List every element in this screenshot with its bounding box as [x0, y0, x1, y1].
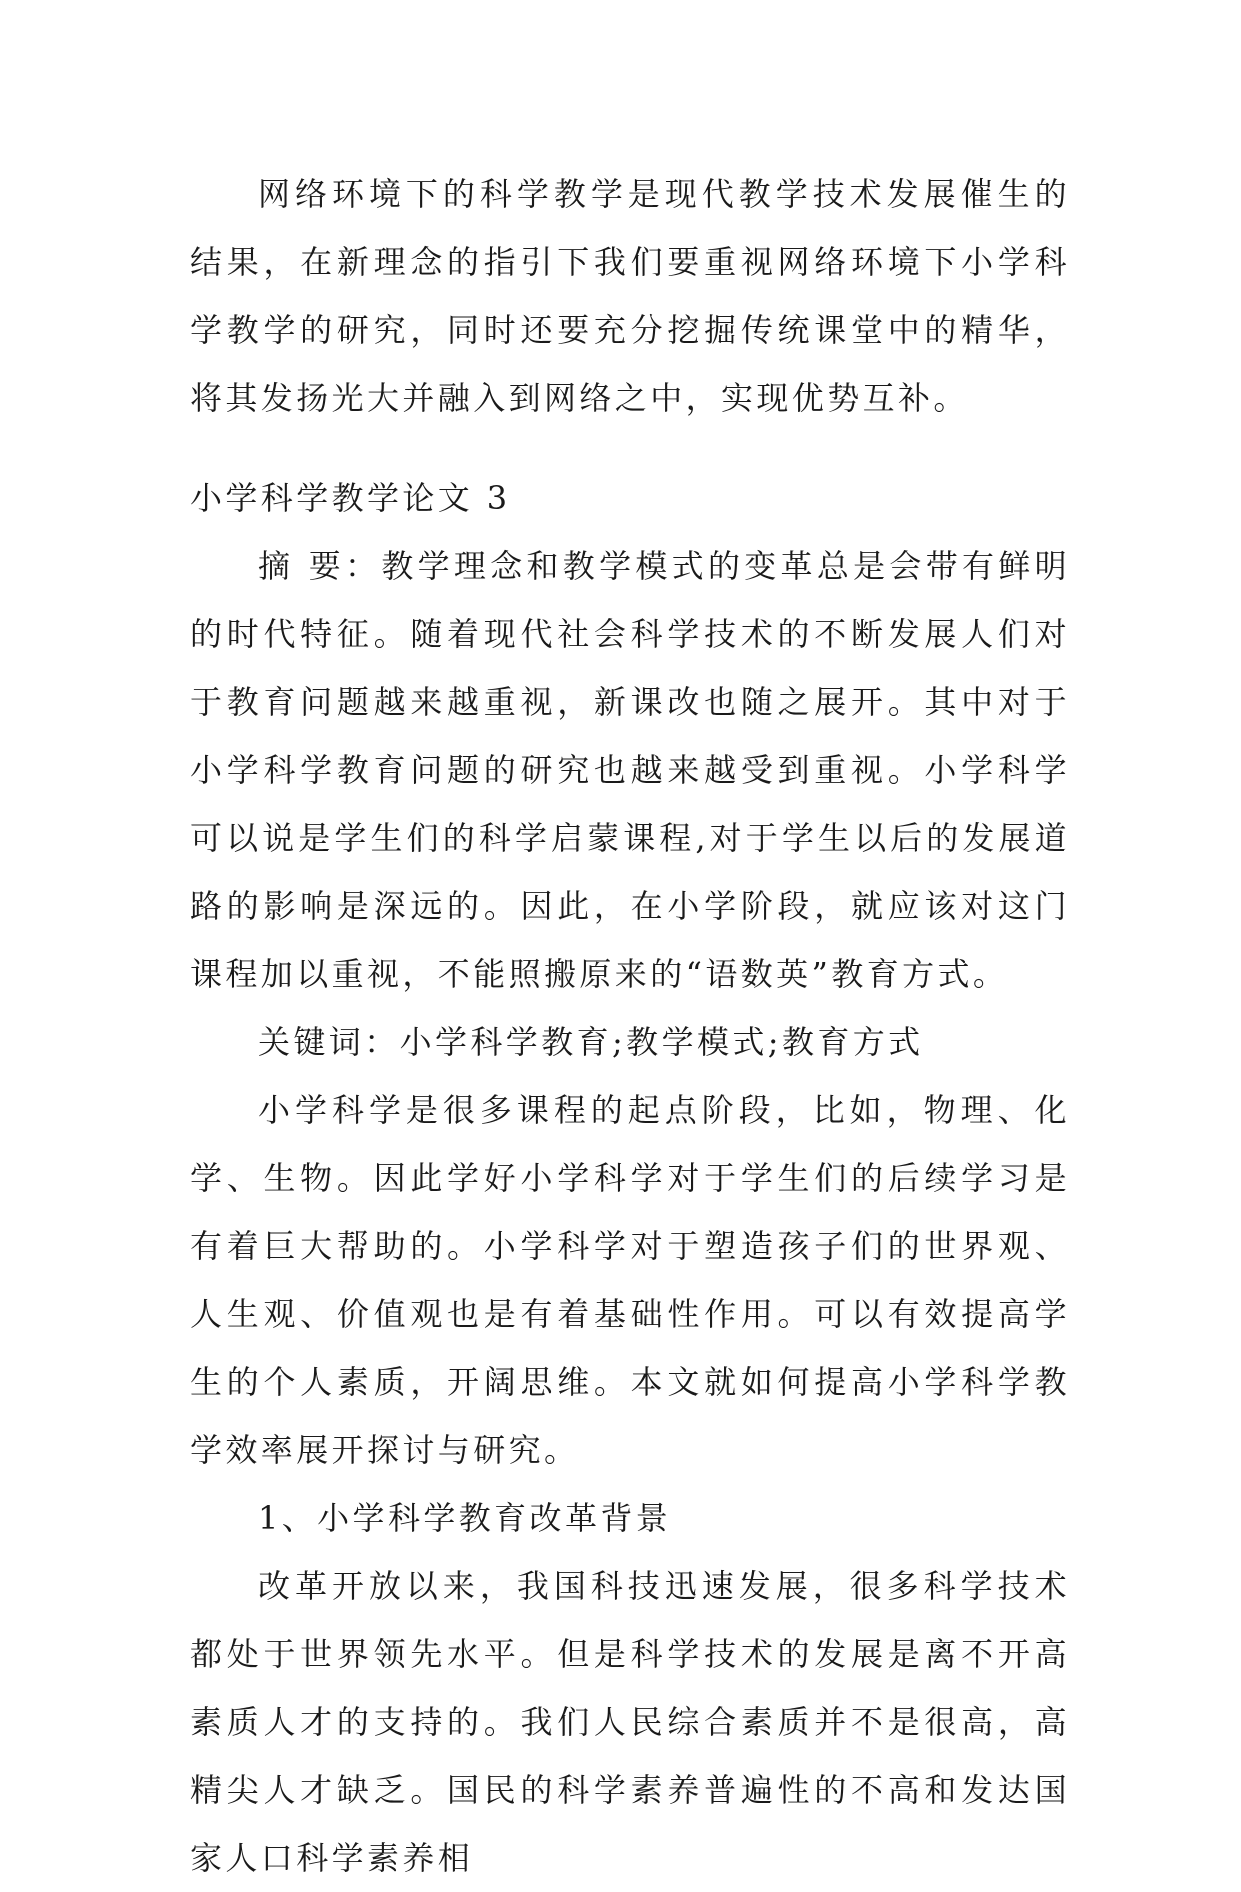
document-page — [190, 160, 1070, 1892]
intro-paragraph: 网络环境下的科学教学是现代教学技术发展催生的结果，在新理念的指引下我们要重视网络环境下小学科学教学的研究，同时还要充分挖掘传统课堂中的精华，将其发扬光大并融入到网络之中，实现优势互补。 — [190, 175, 1070, 417]
subheading-1: 1、小学科学教育改革背景 — [258, 1499, 672, 1537]
body-paragraph-2: 改革开放以来，我国科技迅速发展，很多科学技术都处于世界领先水平。但是科学技术的发展是离不开高素质人才的支持的。我们人民综合素质并不是很高，高精尖人才缺乏。国民的科学素养普遍性的不高和发达国家人口科学素养相 — [190, 1567, 1070, 1877]
abstract-paragraph: 摘 要：教学理念和教学模式的变革总是会带有鲜明的时代特征。随着现代社会科学技术的不断发展人们对于教育问题越来越重视，新课改也随之展开。其中对于小学科学教育问题的研究也越来越受到重视。小学科学可以说是学生们的科学启蒙课程,对于学生以后的发展道路的影响是深远的。因此，在小学阶段，就应该对这门课程加以重视，不能照搬原来的“语数英”教育方式。 — [190, 547, 1070, 993]
section-title: 小学科学教学论文 3 — [190, 479, 511, 517]
body-paragraph-1: 小学科学是很多课程的起点阶段，比如，物理、化学、生物。因此学好小学科学对于学生们的后续学习是有着巨大帮助的。小学科学对于塑造孩子们的世界观、人生观、价值观也是有着基础性作用。可以有效提高学生的个人素质，开阔思维。本文就如何提高小学科学教学效率展开探讨与研究。 — [190, 1091, 1070, 1469]
keywords-line: 关键词：小学科学教育;教学模式;教育方式 — [258, 1023, 924, 1061]
